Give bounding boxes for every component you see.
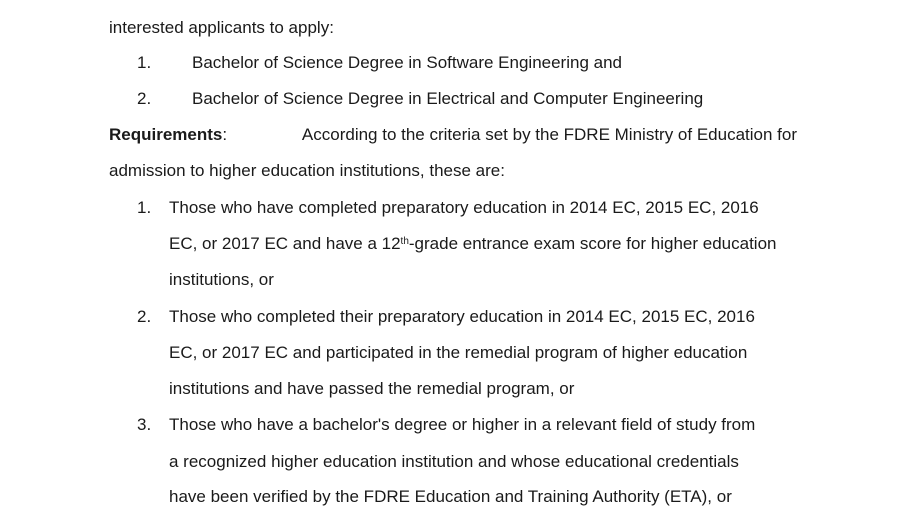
- requirements-heading: Requirements: [109, 125, 223, 144]
- requirement-1-line-2-text: [169, 234, 777, 254]
- requirement-1-line-2: [169, 234, 796, 254]
- requirement-2-line-3: institutions and have passed the remedial program, or: [169, 379, 575, 398]
- requirement-1-line-1-text: Those who have completed preparatory education in 2014 EC, 2015 EC, 2016: [169, 198, 759, 217]
- requirement-number-3: 3.: [137, 415, 152, 434]
- requirement-3-line-3: have been verified by the FDRE Education and Training Authority (ETA), or: [169, 487, 732, 506]
- requirement-3-line-1-text: Those who have a bachelor's degree or higher in a relevant field of study from: [169, 415, 756, 434]
- requirement-1-line-2-before: EC, or 2017 EC and have a 12: [169, 234, 401, 253]
- requirement-1-line-2-after: -grade entrance exam score for higher education: [408, 234, 777, 253]
- program-number-2: 2.: [137, 89, 152, 108]
- requirement-number-2: 2.: [137, 307, 152, 326]
- requirements-heading-group: [109, 125, 227, 145]
- intro-line: interested applicants to apply:: [109, 18, 334, 37]
- program-text-1: Bachelor of Science Degree in Software Engineering and: [192, 53, 622, 72]
- requirements-intro-line: [109, 125, 797, 145]
- requirement-2-line-2: [169, 343, 796, 363]
- requirement-3-line-2-text: a recognized higher education institution and whose educational credentials: [169, 452, 739, 471]
- requirement-2-line-1: [169, 307, 796, 327]
- requirement-3-line-1: [169, 415, 796, 435]
- requirements-colon: :: [222, 125, 228, 144]
- requirements-sentence-start: According to the criteria set by the FDRE Ministry of Education for: [301, 125, 797, 144]
- requirement-1-line-1: [169, 198, 796, 218]
- requirement-1-line-3: institutions, or: [169, 270, 274, 289]
- ordinal-superscript: th: [400, 236, 409, 247]
- program-number-1: 1.: [137, 53, 152, 72]
- requirement-3-line-2: [169, 452, 796, 472]
- requirement-2-line-1-text: Those who completed their preparatory education in 2014 EC, 2015 EC, 2016: [169, 307, 755, 326]
- requirements-sentence-end: admission to higher education institutions, these are:: [109, 161, 505, 180]
- requirement-number-1: 1.: [137, 198, 152, 217]
- requirement-2-line-2-text: EC, or 2017 EC and participated in the remedial program of higher education: [169, 343, 748, 362]
- program-text-2: Bachelor of Science Degree in Electrical and Computer Engineering: [192, 89, 704, 108]
